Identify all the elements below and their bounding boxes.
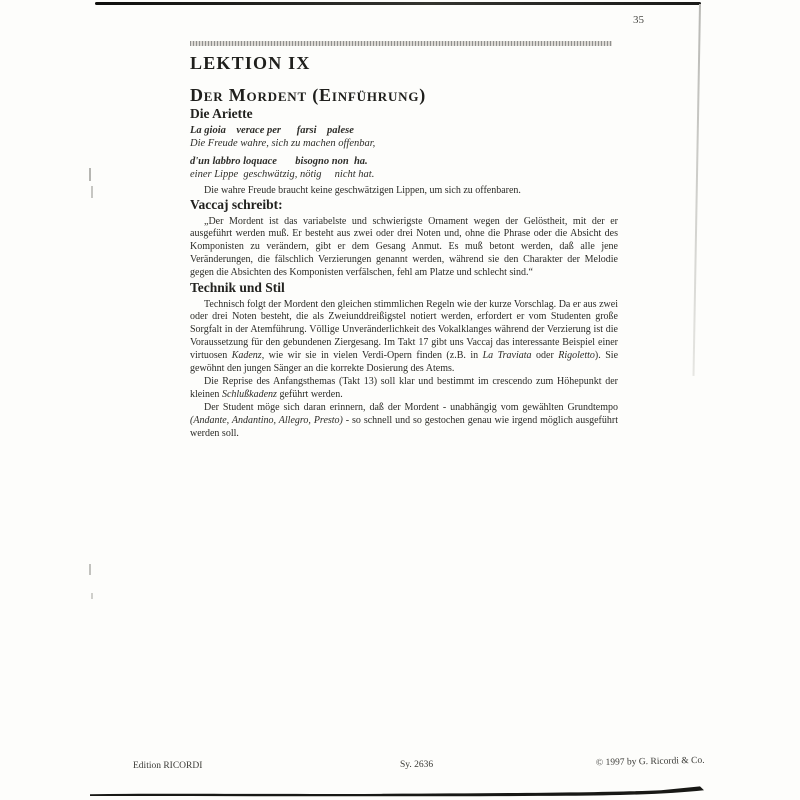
lesson-title: LEKTION IX bbox=[190, 53, 311, 73]
footer-publisher: Edition RICORDI bbox=[133, 761, 203, 771]
left-edge-scan-mark bbox=[89, 564, 91, 575]
vaccaj-quote-paragraph: „Der Mordent ist das variabelste und schwierigste Ornament wegen der Gelöstheit, mit der er ausgeführt werden muß. Er besteht aus zwei oder drei Noten und, ohne die Phrase oder die Absicht des Komponisten zu verändern, gibt er dem Gesang Anmut. Es muß betont werden, daß alle jene Veränderungen, die fälschlich Verzierungen genannt werden, während sie den Charakter der Melodie gegen die Absichten des Komponisten verfälschen, fehl am Platze und schlecht sind.“ bbox=[190, 215, 618, 279]
ariette-italian-line-2: d'un labbro loquace bisogno non ha. bbox=[190, 156, 368, 167]
ariette-gloss-line-2: einer Lippe geschwätzig, nötig nicht hat. bbox=[190, 168, 375, 180]
left-edge-scan-mark bbox=[89, 168, 91, 181]
text-block bbox=[190, 0, 618, 441]
technik-paragraph-2: Die Reprise des Anfangsthemas (Takt 13) soll klar und bestimmt im crescendo zum Höhepunkt der kleinen Schlußkadenz geführt werden. bbox=[190, 375, 618, 400]
ariette-gloss-line-1: Die Freude wahre, sich zu machen offenbar, bbox=[190, 137, 376, 149]
lesson-subtitle: Der Mordent (Einführung) bbox=[190, 85, 427, 105]
bottom-scan-shadow bbox=[86, 785, 716, 799]
technik-paragraph-3: Der Student möge sich daran erinnern, daß der Mordent - unabhängig vom gewählten Grundtempo (Andante, Andantino, Allegro, Presto) - so schnell und so gestochen genau wie irgend möglich ausgeführt werden soll. bbox=[190, 401, 618, 439]
page-edge-scan-line bbox=[693, 4, 701, 376]
left-edge-scan-mark bbox=[91, 186, 93, 198]
footer-catalog-number: Sy. 2636 bbox=[400, 760, 434, 770]
ariette-translation: Die wahre Freude braucht keine geschwätzigen Lippen, um sich zu offenbaren. bbox=[204, 185, 521, 196]
page-number: 35 bbox=[633, 14, 644, 26]
left-edge-scan-mark bbox=[91, 593, 93, 599]
ariette-italian-line-1: La gioia verace per farsi palese bbox=[190, 125, 354, 136]
footer-copyright: © 1997 by G. Ricordi & Co. bbox=[595, 755, 705, 769]
section-heading-technik: Technik und Stil bbox=[190, 280, 285, 296]
decorative-hatched-rule bbox=[190, 41, 612, 46]
section-heading-vaccaj: Vaccaj schreibt: bbox=[190, 197, 283, 212]
section-heading-ariette: Die Ariette bbox=[190, 106, 253, 121]
technik-paragraph-1: Technisch folgt der Mordent den gleichen stimmlichen Regeln wie der kurze Vorschlag. Da er aus zwei oder drei Noten besteht, die als Zweiunddreißigstel notiert werden, erfordert er vom Studenten große Sorgfalt in der Atemführung. Völlige Unveränderlichkeit des Vokalklanges während der Verzierung ist die Voraussetzung für den gebundenen Ziergesang. Im Takt 17 gibt uns Vaccaj das interessante Beispiel einer virtuosen Kadenz, wie wir sie in vielen Verdi-Opern finden (z.B. in La Traviata oder Rigoletto). Sie gewöhnt den jungen Sänger an die korrekte Dosierung des Atems. bbox=[190, 298, 619, 375]
